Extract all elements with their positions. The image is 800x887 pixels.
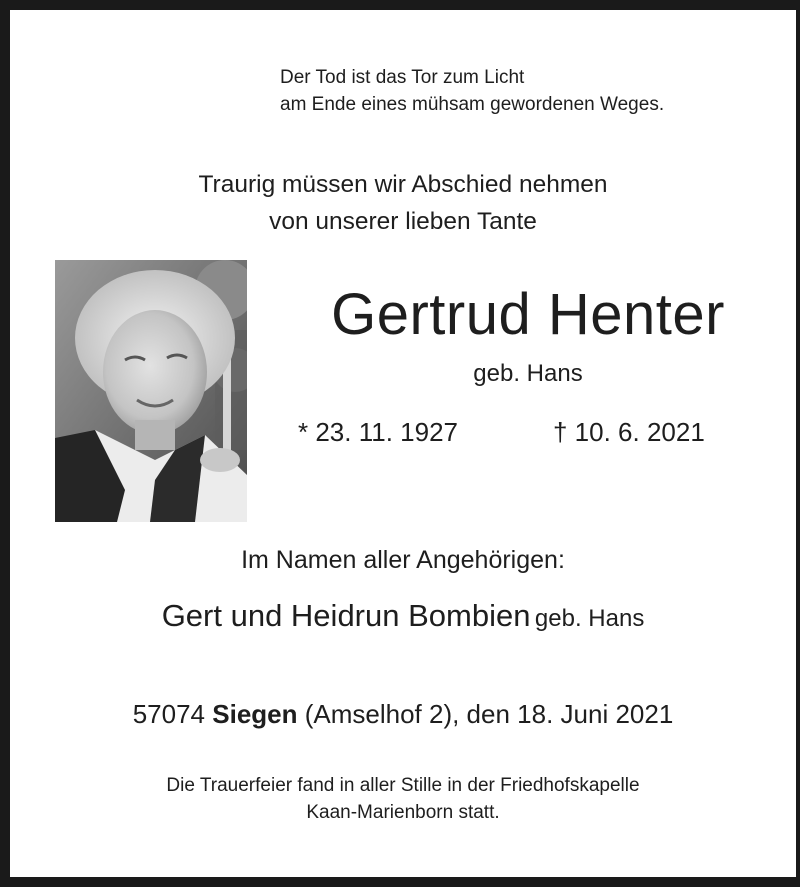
address-date: (Amselhof 2), den 18. Juni 2021 (304, 699, 674, 729)
family-label: Im Namen aller Angehörigen: (241, 546, 565, 574)
motto-quote (280, 64, 664, 118)
funeral-note-line-1: Die Trauerfeier fand in aller Stille in der Friedhofskapelle (166, 775, 640, 796)
place-date-line (10, 694, 796, 734)
funeral-note-line-2: Kaan-Marienborn statt. (306, 802, 500, 823)
death-date: † 10. 6. 2021 (553, 417, 705, 447)
intro-line-2: von unserer lieben Tante (269, 208, 537, 235)
portrait-photo (55, 260, 247, 522)
family-signature (10, 594, 796, 644)
deceased-name: Gertrud Henter (331, 282, 725, 347)
postcode: 57074 (132, 699, 206, 729)
birth-date: * 23. 11. 1927 (298, 417, 458, 447)
intro-line-1: Traurig müssen wir Abschied nehmen (198, 171, 608, 198)
family-names: Gert und Heidrun Bombien (161, 598, 531, 633)
motto-line-2: am Ende eines mühsam gewordenen Weges. (280, 94, 665, 115)
intro-text (10, 166, 796, 240)
funeral-note (10, 772, 796, 826)
deceased-maiden-name: geb. Hans (473, 360, 583, 387)
motto-line-1: Der Tod ist das Tor zum Licht (280, 67, 525, 88)
family-maiden-name: geb. Hans (534, 605, 645, 632)
city: Siegen (212, 699, 298, 729)
portrait-image (55, 260, 247, 522)
